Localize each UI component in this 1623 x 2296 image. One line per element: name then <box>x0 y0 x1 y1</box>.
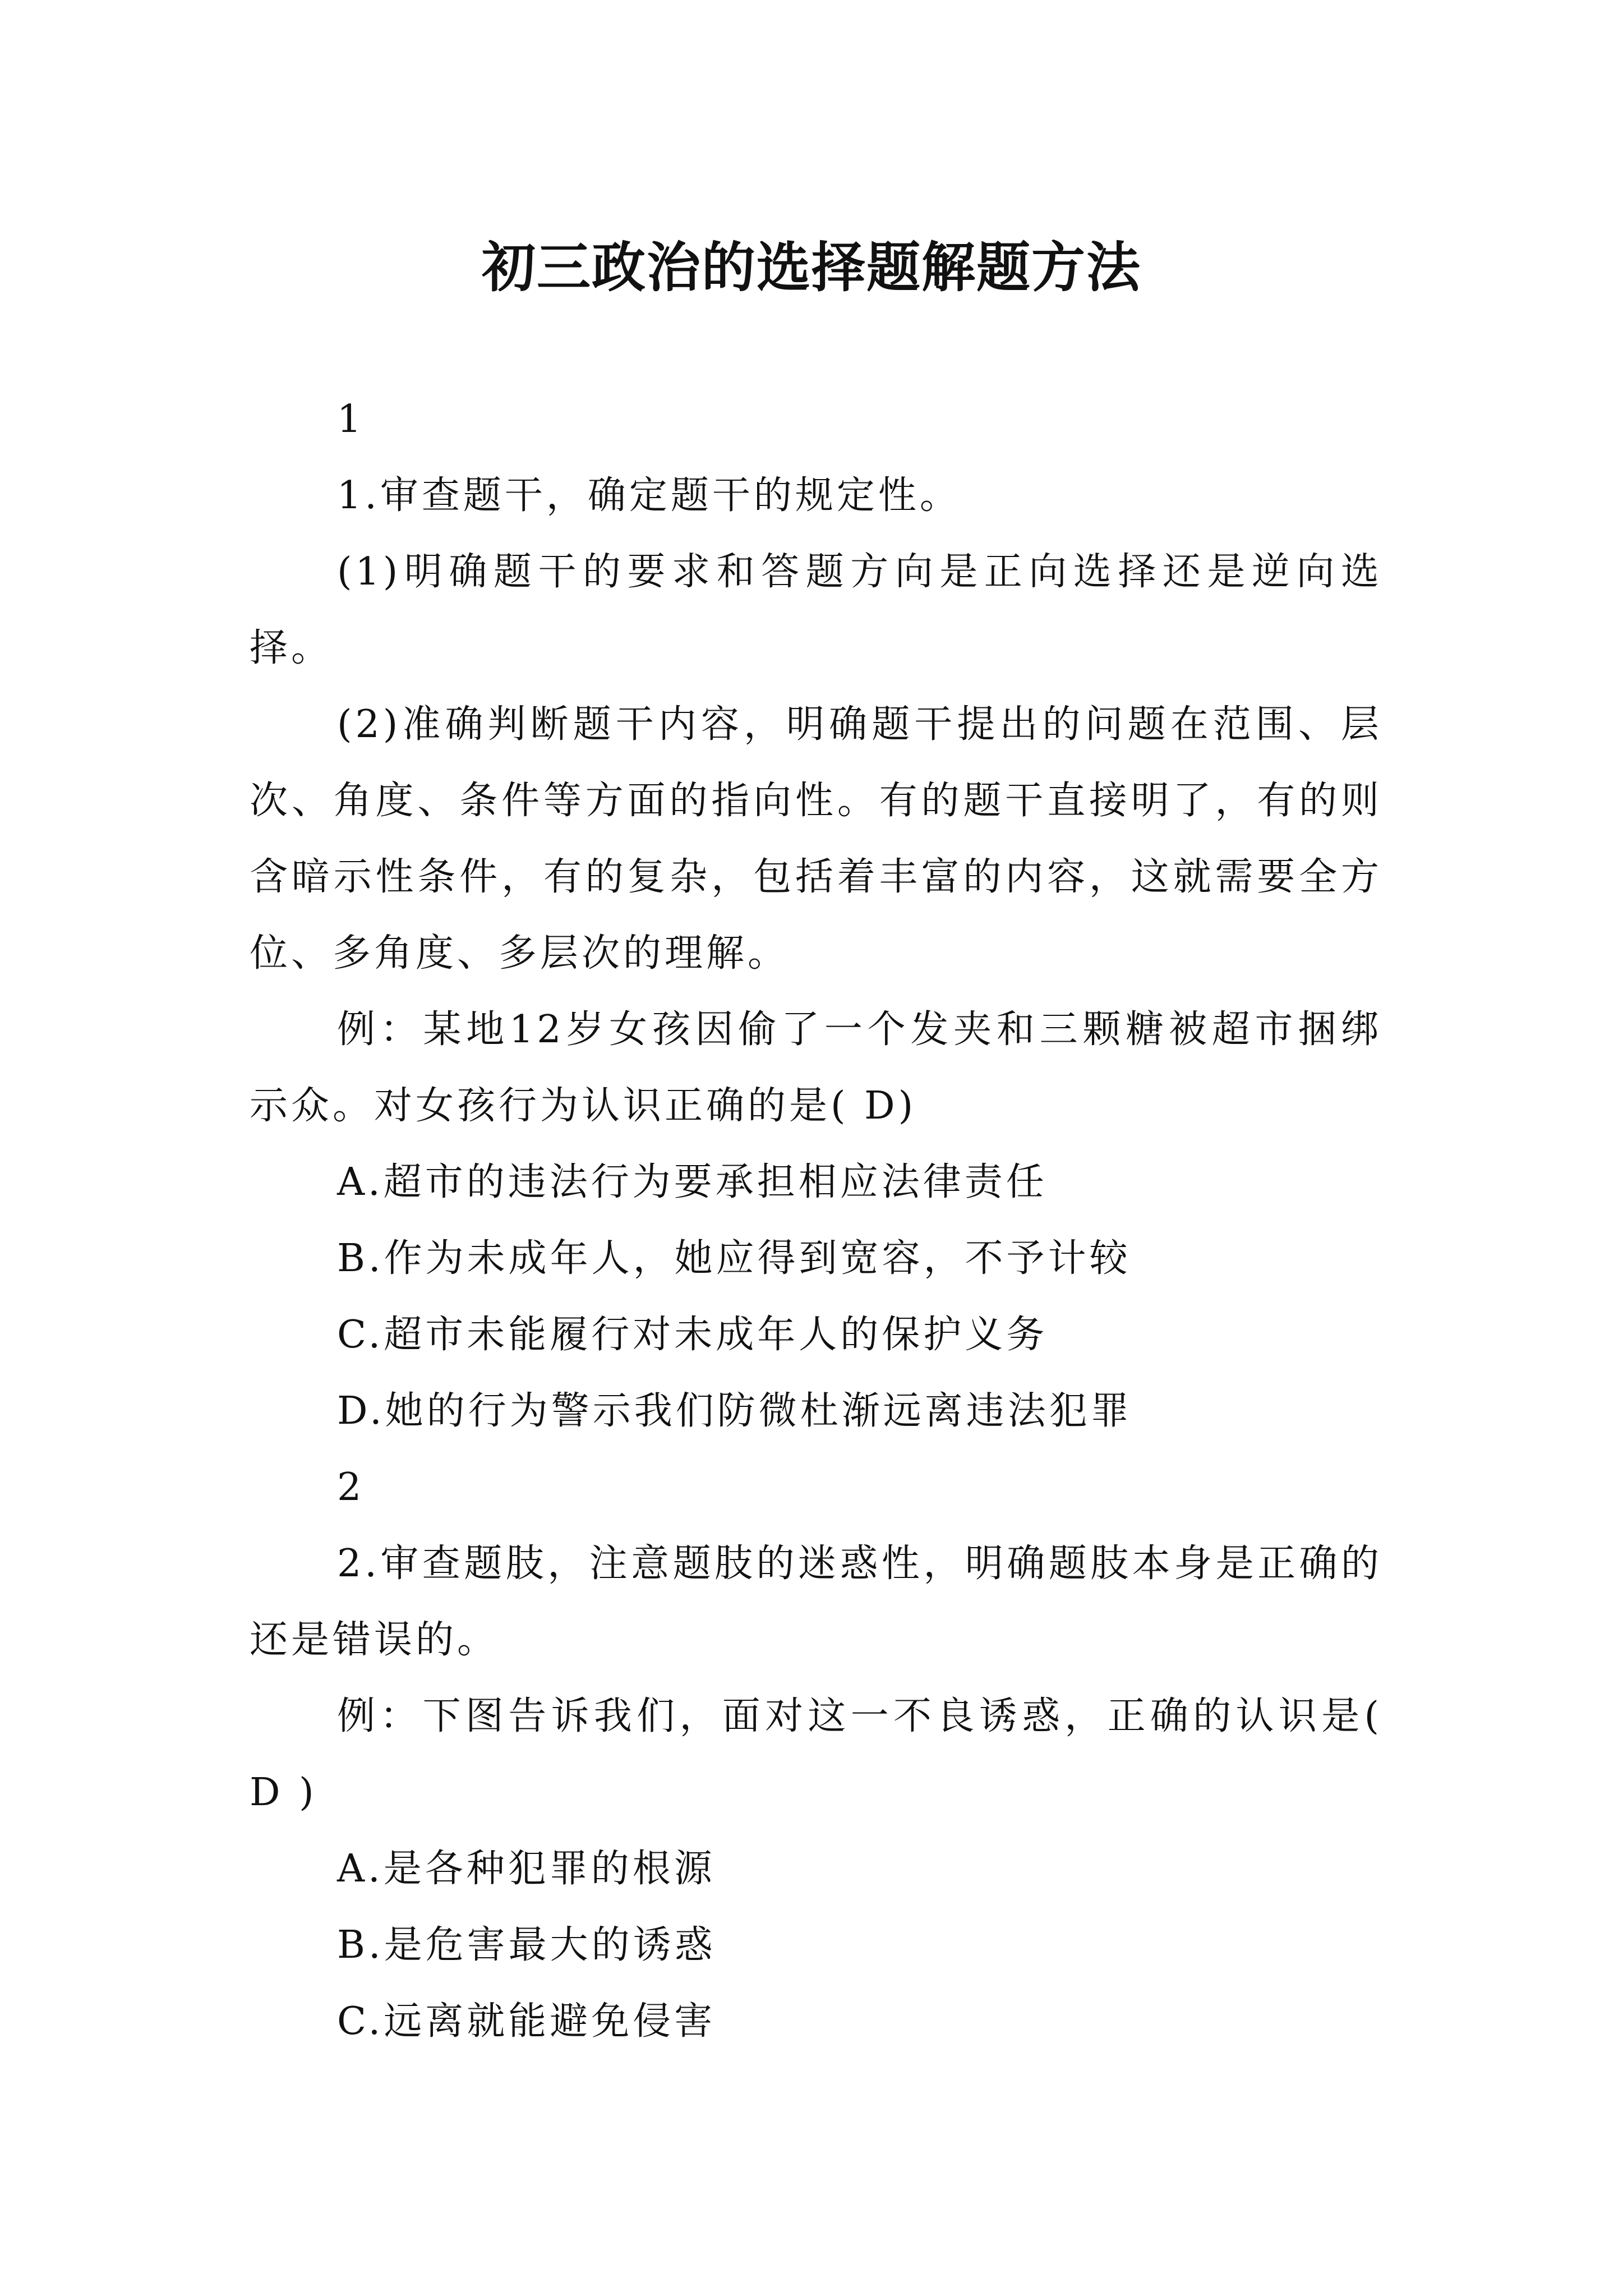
answer-option: A.超市的违法行为要承担相应法律责任 <box>337 1160 1048 1204</box>
answer-option: D.她的行为警示我们防微杜渐远离违法犯罪 <box>337 1389 1132 1433</box>
answer-option: B.作为未成年人，她应得到宽容，不予计较 <box>337 1236 1131 1281</box>
body-paragraph: (1)明确题干的要求和答题方向是正向选择还是逆向选择。 <box>250 550 1382 670</box>
example-question: 例：下图告诉我们，面对这一不良诱惑，正确的认识是( D ) <box>250 1694 1382 1815</box>
answer-option: C.超市未能履行对未成年人的保护义务 <box>337 1313 1048 1357</box>
section-heading: 2.审查题肢，注意题肢的迷惑性，明确题肢本身是正确的还是错误的。 <box>250 1542 1382 1662</box>
answer-option: B.是危害最大的诱惑 <box>337 1923 716 1967</box>
answer-option: A.是各种犯罪的根源 <box>337 1847 716 1891</box>
section-number: 2 <box>337 1465 365 1510</box>
document-title: 初三政治的选择题解题方法 <box>482 236 1141 300</box>
document-body <box>250 381 1382 2060</box>
example-question: 例：某地12岁女孩因偷了一个发夹和三颗糖被超市捆绑示众。对女孩行为认识正确的是( D) <box>250 1007 1382 1128</box>
section-number: 1 <box>337 397 365 441</box>
answer-option: C.远离就能避免侵害 <box>337 1999 716 2044</box>
section-heading: 1.审查题干，确定题干的规定性。 <box>337 473 961 518</box>
body-paragraph: (2)准确判断题干内容，明确题干提出的问题在范围、层次、角度、条件等方面的指向性。有的题干直接明了，有的则含暗示性条件，有的复杂，包括着丰富的内容，这就需要全方位、多角度、多层次的理解。 <box>250 702 1382 976</box>
